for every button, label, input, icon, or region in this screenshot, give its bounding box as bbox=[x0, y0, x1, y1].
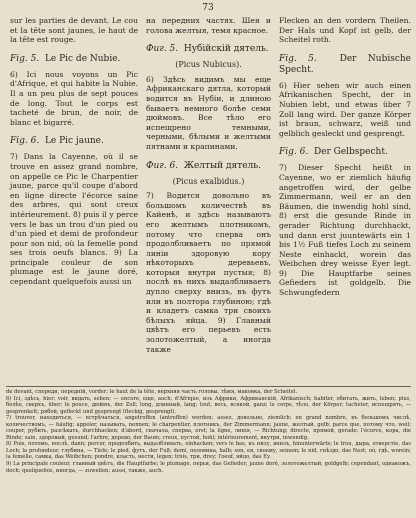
paragraph: 7) Водится довольно въ большомъ количествѣ въ Кайенѣ, и здѣсь называютъ его желтымъ плотникомъ, потому что сперва онъ продолбливаетъ по прямой линіи здоровую кору нѣкоторыхъ деревьевъ, которыя внутри пустыя; 8) послѣ въ нихъ выдалбливаетъ дупло сверху внизъ, въ футъ или въ полтора глубиною; гдѣ и кладетъ самка три своихъ бѣлыхъ яйца. 9) Главный цвѣтъ его перьевъ есть золотожелтый, а иногда также bbox=[146, 191, 271, 354]
footnote: 7) trouver, находиться, — встрѣчаться, angetroffen (antreffen) werden; assez, довольно, ziemlich; en grand nombre, въ большомъ числѣ, количествомъ, — häufig; appeler, называть, nennen; le charpentier, плотникъ, der Zimmermann; jaune, желтый, gelb; parce que, потому что, weil; couper, рубить, разсѣкать, durchhacken; d'abord, сначала, сперва, erst; la ligne, линія, — Richtung; directe, прямой, gerade; l'écorce, кора, die Rinde; sain, здоровый, gesund; l'arbre, дерево, der Baum; creux, пустой, hohl; intérieurement, внутри, inwendig. bbox=[6, 415, 411, 441]
paragraph: 6) Hier sehen wir auch einen Afrikanischen Specht, der in Nubien lebt, und etwas über 7 Zoll lang wird. Der ganze Körper ist braun, schwarz, weiß und gelblich gesleckt und gesprengt. bbox=[279, 80, 411, 138]
footnote: de devant, спереди, передній, vorder; le haut de la tête, верхняя часть головы, тѣмя, маковка, der Scheitel. bbox=[6, 389, 298, 395]
figure-title: Le Pic jaune. bbox=[44, 136, 104, 147]
paragraph: 7) Dieser Specht heißt in Cayenne, wo er ziemlich häufig angetroffen wird, der gelbe Zimmermann, weil er an den Bäumen, die inwendig hohl sind, 8) erst die gesunde Rinde in gerader Richtung durchhackt, und dann erst juuntewärts ein 1 bis 1½ Fuß tiefes Loch zu seinem Neste einhackt, worein das Weibchen drey weisse Eyer legt. 9) Die Hauptfarbe seines Gefieders ist goldgelb. Die Schwungfedern bbox=[279, 163, 411, 298]
paragraph: 7) Dans la Cayenne, où il se trouve en assez grand nombre, on appelle ce Pic le Charpentier jaune, parce qu'il coupe d'abord en ligne directe l'écorce saine des arbres, qui sont creux intérieurement. 8) puis il y perce vers le bas un trou d'un pied ou d'un pied et demi de profondeur pour son nid, où la femelle pond ses trois oeufs blancs. 9) La principale couleur de son plumage est le jaune doré, cependant quelquefois aussi un bbox=[10, 152, 138, 287]
figure-number: Fig. 5. bbox=[279, 53, 317, 64]
figure-title: Der Nubische Specht. bbox=[279, 53, 411, 75]
footnote-divider bbox=[6, 386, 411, 387]
paragraph: sur les parties de devant. Le cou et la tête sont jaunes, le haut de la tête est rouge. bbox=[10, 16, 138, 45]
vocabulary-footnotes bbox=[6, 389, 411, 474]
figure-title: Нубійскій дятель. bbox=[183, 44, 269, 55]
figure-caption bbox=[279, 147, 411, 158]
russian-column bbox=[146, 16, 271, 354]
figure-number: Fig. 5. bbox=[10, 53, 40, 64]
latin-name: (Picus Nubicus). bbox=[175, 60, 242, 70]
page-number: 73 bbox=[202, 3, 214, 13]
figure-title: Der Gelbspecht. bbox=[313, 147, 388, 158]
paragraph: 6) Здѣсь видимъ мы еще Африканскаго дятла, который водится въ Нубіи, и длиною бываетъ немного болѣе семи дюймовъ. Все тѣло его испещрено темными, черными, бѣлыми и желтыми пятнами и крапинами. bbox=[146, 74, 271, 151]
figure-caption bbox=[279, 54, 411, 76]
footnote: 8) Puis, потомъ, послѣ, dann; percer, продолбить, выдалбливать, einhacken; vers le bas, къ низу, внизъ, hinunterwärts; le trou, дыра, отверстіе, das Loch; la profondeur, глубина, — Tiefe; le pied, футъ, der Fuß; demi, половина, halb; son, ея, своему, seinem; le nid, гнѣздо, das Nest; où, гдѣ, worein; la femelle, самка, das Weibchen; pondre, класть, нести, legen; trois, три, drey; l'oeuf, яйцо, das Ey. bbox=[6, 441, 411, 461]
paragraph: на передних частях. Шея и голова желтыя, темя красное. bbox=[146, 16, 271, 35]
figure-number: Фиг. 5. bbox=[146, 44, 179, 55]
figure-caption bbox=[146, 44, 271, 55]
figure-title: Le Pic de Nubie. bbox=[44, 53, 121, 64]
paragraph: 6) Ici nous voyons un Pic d'Afrique, et qui habite la Nubie. Il a un peu plus de sept pouces de long. Tout le corps est tacheté de brun, de noir, de blanc et bigarré. bbox=[10, 69, 138, 127]
latin-name: (Picus exalbidus.) bbox=[172, 176, 245, 186]
footnote: 9) La principale couleur, главный цвѣтъ, die Hauptfarbe; le plumage, перья, das Gefieder; jaune doré, золотожелтый, goldgelb; cependant, однакожъ, doch; quelquefois, иногда, — zuweilen; aussi, также, auch. bbox=[6, 461, 411, 474]
german-column bbox=[279, 16, 411, 298]
figure-caption bbox=[10, 54, 138, 65]
figure-number: Fig. 6. bbox=[10, 136, 40, 147]
figure-caption bbox=[146, 161, 271, 172]
paragraph: Flecken an den vordern Theilen. Der Hals und Kopf ist gelb, der Scheitel roth. bbox=[279, 16, 411, 45]
figure-title: Желтый дятель. bbox=[183, 160, 262, 171]
figure-caption bbox=[10, 136, 138, 147]
figure-number: Fig. 6. bbox=[279, 147, 309, 158]
footnote: 6) Ici, здѣсь, hier; voir, видать, sehen; — encore, еще, auch; d'Afrique, изъ Африки, Африканскій, Afrikanisch; habiter, обитать, жить, leben; plus, болѣе, сверхъ, über; le pouce, дюймъ, der Zoll; long, длинный, lang; tout, весь, всякой, ganz; le corps, тѣло, der Körper; tacheter, испещрять, — gesprenkelt; рябой, gefleckt und gesprengt (fleckig, gesprengt). bbox=[6, 395, 411, 415]
figure-number: Фиг. 6. bbox=[146, 160, 179, 171]
french-column bbox=[10, 16, 138, 287]
